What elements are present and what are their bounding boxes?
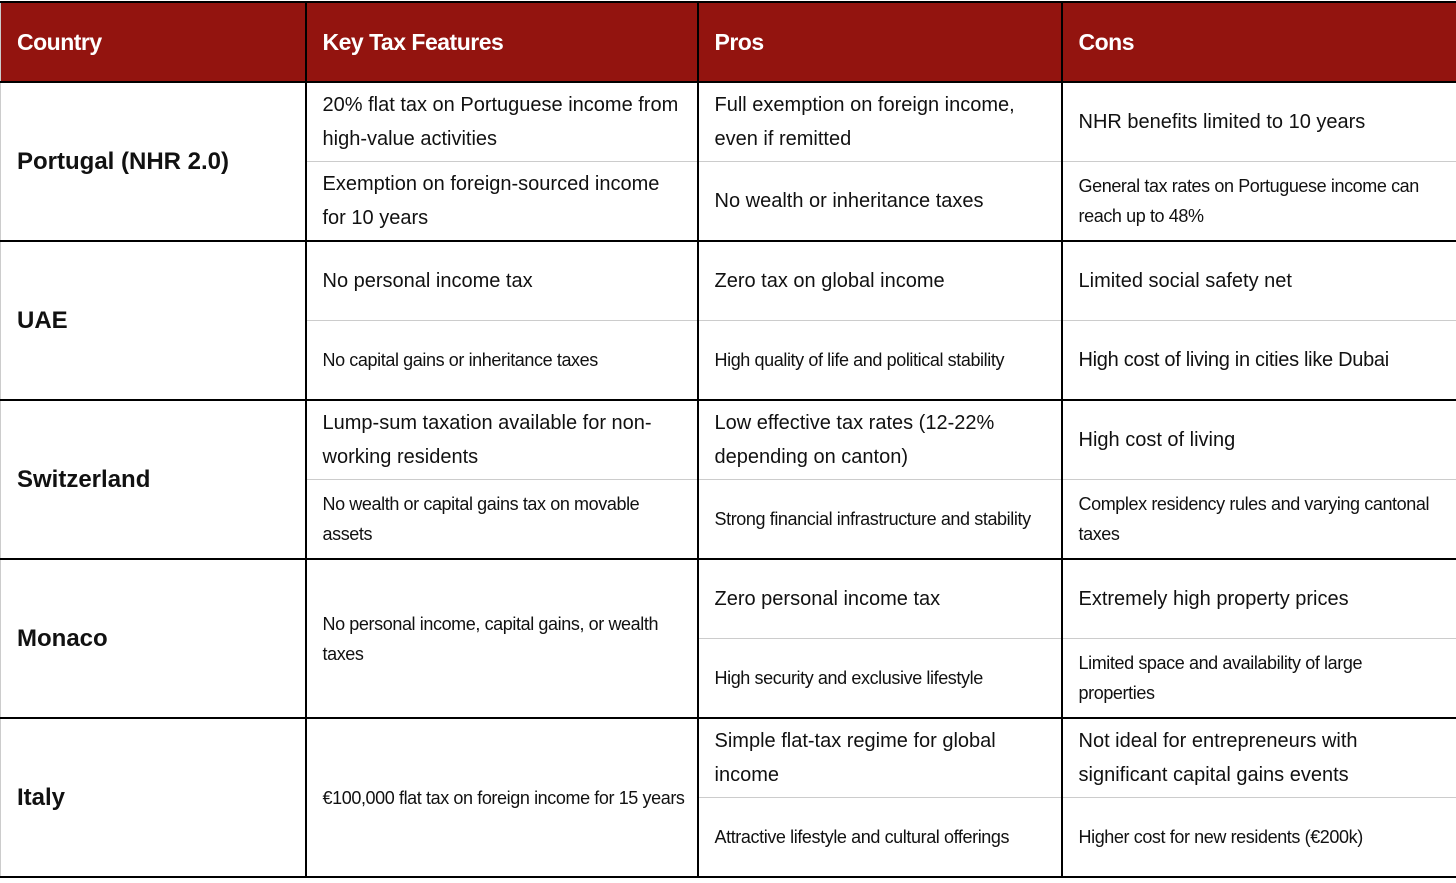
- con-cell: Higher cost for new residents (€200k): [1062, 798, 1456, 878]
- feature-cell: €100,000 flat tax on foreign income for 15 years: [306, 718, 698, 877]
- con-cell: High cost of living in cities like Dubai: [1062, 321, 1456, 401]
- feature-cell: No wealth or capital gains tax on movable assets: [306, 480, 698, 560]
- country-cell: Portugal (NHR 2.0): [1, 82, 306, 241]
- con-cell: Extremely high property prices: [1062, 559, 1456, 639]
- feature-cell: 20% flat tax on Portuguese income from high-value activities: [306, 82, 698, 162]
- table-row: [1, 559, 1456, 639]
- header-cons: Cons: [1062, 2, 1456, 82]
- feature-cell: Exemption on foreign-sourced income for 10 years: [306, 162, 698, 242]
- table-row: [1, 241, 1456, 321]
- country-cell: UAE: [1, 241, 306, 400]
- table-row: [1, 718, 1456, 798]
- con-cell: High cost of living: [1062, 400, 1456, 480]
- pro-cell: No wealth or inheritance taxes: [698, 162, 1062, 242]
- pro-cell: High security and exclusive lifestyle: [698, 639, 1062, 719]
- con-cell: Complex residency rules and varying cantonal taxes: [1062, 480, 1456, 560]
- feature-cell: No personal income tax: [306, 241, 698, 321]
- header-pros: Pros: [698, 2, 1062, 82]
- tax-comparison-table: [0, 1, 1456, 878]
- header-country: Country: [1, 2, 306, 82]
- pro-cell: Strong financial infrastructure and stability: [698, 480, 1062, 560]
- feature-cell: No capital gains or inheritance taxes: [306, 321, 698, 401]
- pro-cell: Attractive lifestyle and cultural offerings: [698, 798, 1062, 878]
- pro-cell: Zero personal income tax: [698, 559, 1062, 639]
- pro-cell: High quality of life and political stability: [698, 321, 1062, 401]
- pro-cell: Low effective tax rates (12-22% depending on canton): [698, 400, 1062, 480]
- header-features: Key Tax Features: [306, 2, 698, 82]
- con-cell: Limited social safety net: [1062, 241, 1456, 321]
- pro-cell: Zero tax on global income: [698, 241, 1062, 321]
- table-row: [1, 82, 1456, 162]
- country-cell: Switzerland: [1, 400, 306, 559]
- pro-cell: Full exemption on foreign income, even if remitted: [698, 82, 1062, 162]
- header-row: [1, 2, 1456, 82]
- con-cell: Not ideal for entrepreneurs with significant capital gains events: [1062, 718, 1456, 798]
- con-cell: NHR benefits limited to 10 years: [1062, 82, 1456, 162]
- feature-cell: Lump-sum taxation available for non-working residents: [306, 400, 698, 480]
- feature-cell: No personal income, capital gains, or wealth taxes: [306, 559, 698, 718]
- table-row: [1, 400, 1456, 480]
- country-cell: Italy: [1, 718, 306, 877]
- con-cell: Limited space and availability of large properties: [1062, 639, 1456, 719]
- con-cell: General tax rates on Portuguese income can reach up to 48%: [1062, 162, 1456, 242]
- country-cell: Monaco: [1, 559, 306, 718]
- pro-cell: Simple flat-tax regime for global income: [698, 718, 1062, 798]
